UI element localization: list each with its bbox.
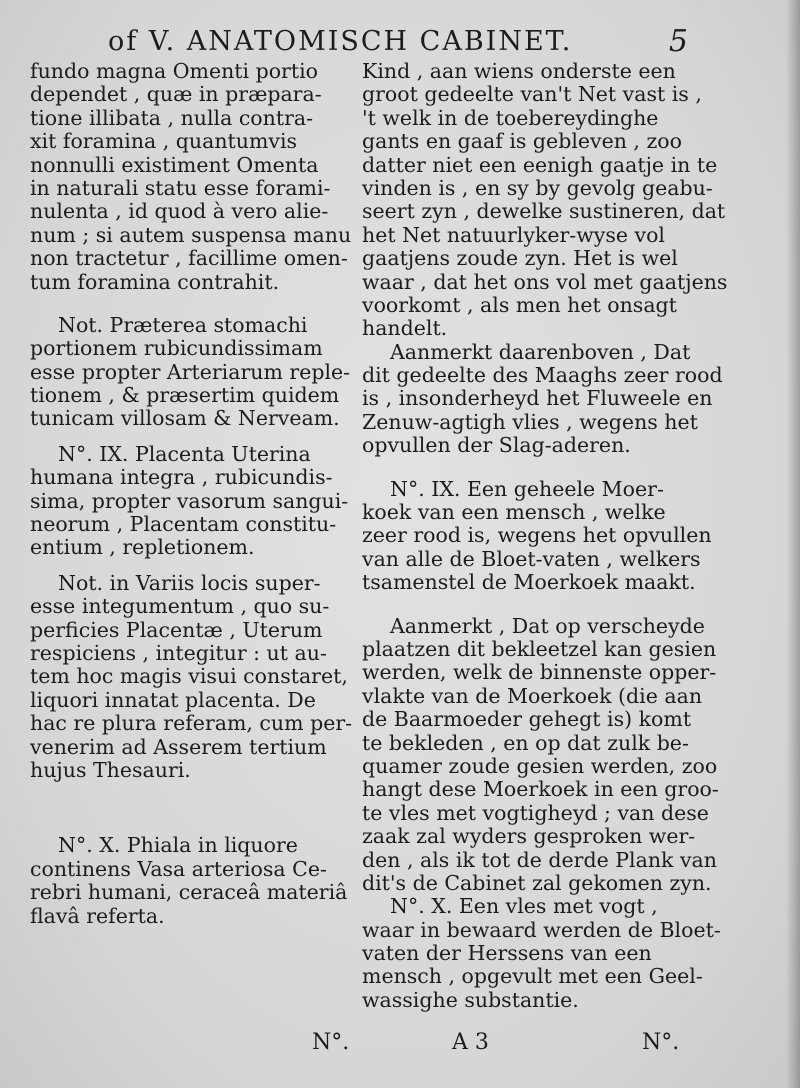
latin-paragraph-3 — [30, 443, 352, 560]
text-line: sima, propter vasorum sangui- — [30, 488, 349, 513]
signature-mark: A 3 — [452, 1030, 489, 1055]
text-line: neorum , Placentam constitu- — [30, 512, 337, 537]
text-line: hac re plura referam, cum per- — [30, 711, 353, 736]
text-line: vinden is , en sy by gevolg geabu- — [362, 175, 713, 200]
text-line: xit foramina , quantumvis — [30, 129, 298, 154]
text-line: den , als ik tot de derde Plank van — [362, 847, 717, 872]
running-title: of V. ANATOMISCH CABINET. — [108, 26, 573, 57]
dutch-paragraph-2 — [362, 339, 723, 458]
text-line: entium , repletionem. — [30, 535, 255, 560]
dutch-paragraph-5 — [362, 894, 721, 1012]
text-line: mensch , opgevult met een Geel- — [362, 964, 703, 989]
text-line: zaak zal wyders gesproken wer- — [362, 824, 696, 849]
text-line: 't welk in de toebereydinghe — [362, 105, 659, 130]
text-line: nonnulli existiment Omenta — [30, 152, 319, 177]
text-line: dit gedeelte des Maaghs zeer rood — [362, 363, 723, 388]
text-line: esse integumentum , quo su- — [30, 594, 330, 619]
text-line: is , insonderheyd het Fluweele en — [362, 386, 713, 411]
text-line: gaatjens zoude zyn. Het is wel — [362, 246, 678, 271]
text-line: tem hoc magis visui constaret, — [30, 664, 348, 689]
dutch-paragraph-4 — [362, 613, 719, 896]
latin-paragraph-5 — [30, 834, 352, 928]
text-line: het Net natuurlyker-wyse vol — [362, 222, 665, 247]
text-line: num ; si autem suspensa manu — [30, 222, 352, 247]
text-line: continens Vasa arteriosa Ce- — [30, 856, 327, 881]
catchword-right: N°. — [642, 1030, 680, 1055]
text-line: seert zyn , dewelke sustineren, dat — [362, 199, 726, 224]
text-line: tione illibata , nulla contra- — [30, 105, 314, 130]
latin-paragraph-4 — [30, 572, 352, 783]
text-line: tum foramina contrahit. — [30, 269, 280, 294]
text-line: Not. in Variis locis super- — [58, 570, 321, 595]
text-line: handelt. — [362, 316, 448, 341]
text-line: nulenta , id quod à vero alie- — [30, 199, 329, 224]
text-line: respiciens , integitur : ut au- — [30, 640, 327, 665]
text-line: Not. Præterea stomachi — [58, 312, 308, 337]
text-line: portionem rubicundissimam — [30, 336, 323, 361]
text-line: quamer zoude gesien werden, zoo — [362, 753, 718, 778]
dutch-paragraph-3 — [362, 476, 712, 595]
text-line: opvullen der Slag-aderen. — [362, 433, 631, 458]
text-line: in naturali statu esse forami- — [30, 175, 331, 200]
latin-paragraph-2 — [30, 314, 352, 431]
text-line: koek van een mensch , welke — [362, 500, 666, 525]
text-line: N°. X. Een vles met vogt , — [390, 894, 658, 919]
text-line: perficies Placentæ , Uterum — [30, 617, 323, 642]
text-line: hujus Thesauri. — [30, 757, 191, 782]
page-edge-shadow — [786, 0, 800, 1088]
latin-paragraph-1 — [30, 60, 352, 294]
catchword-left: N°. — [312, 1030, 350, 1055]
text-line: dependet , quæ in præpara- — [30, 82, 322, 107]
text-line: waar , dat het ons vol met gaatjens — [362, 269, 728, 294]
text-line: hangt dese Moerkoek in een groo- — [362, 777, 719, 802]
text-line: plaatzen dit bekleetzel kan gesien — [362, 636, 717, 661]
text-line: zeer rood is, wegens het opvullen — [362, 523, 712, 548]
text-line: Zenuw-agtigh vlies , wegens het — [362, 409, 698, 434]
text-line: werden, welk de binnenste opper- — [362, 660, 717, 685]
text-line: esse propter Arteriarum reple- — [30, 359, 351, 384]
text-line: van alle de Bloet-vaten , welkers — [362, 546, 701, 571]
text-line: waar in bewaard werden de Bloet- — [362, 917, 721, 942]
text-line: N°. IX. Een geheele Moer- — [390, 476, 664, 501]
text-line: vlakte van de Moerkoek (die aan — [362, 683, 703, 708]
dutch-paragraph-1 — [362, 59, 728, 341]
text-line: wassighe substantie. — [362, 987, 579, 1012]
text-line: tsamenstel de Moerkoek maakt. — [362, 570, 696, 595]
text-line: liquori innatat placenta. De — [30, 687, 316, 712]
text-line: N°. IX. Placenta Uterina — [58, 441, 311, 466]
page-number: 5 — [668, 24, 690, 59]
text-line: de Baarmoeder gehegt is) komt — [362, 707, 692, 732]
text-line: vaten der Herssens van een — [362, 941, 652, 966]
dutch-column — [362, 59, 728, 1012]
text-line: rebri humani, ceraceâ materiâ — [30, 880, 348, 905]
text-line: flavâ referta. — [30, 903, 165, 928]
text-line: voorkomt , als men het onsagt — [362, 292, 677, 317]
text-line: N°. X. Phiala in liquore — [58, 833, 298, 858]
text-line: groot gedeelte van't Net vast is , — [362, 82, 702, 107]
text-line: tunicam villosam & Nerveam. — [30, 406, 340, 431]
text-line: Aanmerkt , Dat op verscheyde — [390, 613, 705, 638]
text-line: tionem , & præsertim quidem — [30, 383, 340, 408]
text-line: non tractetur , facillime omen- — [30, 246, 348, 271]
text-line: Aanmerkt daarenboven , Dat — [390, 339, 691, 364]
text-line: Kind , aan wiens onderste een — [362, 59, 676, 83]
text-line: gants en gaaf is gebleven , zoo — [362, 129, 682, 154]
text-line: te bekleden , en op dat zulk be- — [362, 730, 689, 755]
latin-column — [30, 60, 352, 928]
text-line: datter niet een eenigh gaatje in te — [362, 152, 718, 177]
text-line: fundo magna Omenti portio — [30, 59, 318, 83]
text-line: humana integra , rubicundis- — [30, 465, 333, 490]
text-line: venerim ad Asserem tertium — [30, 734, 327, 759]
text-line: dit's de Cabinet zal gekomen zyn. — [362, 870, 712, 895]
text-line: te vles met vogtigheyd ; van dese — [362, 800, 709, 825]
